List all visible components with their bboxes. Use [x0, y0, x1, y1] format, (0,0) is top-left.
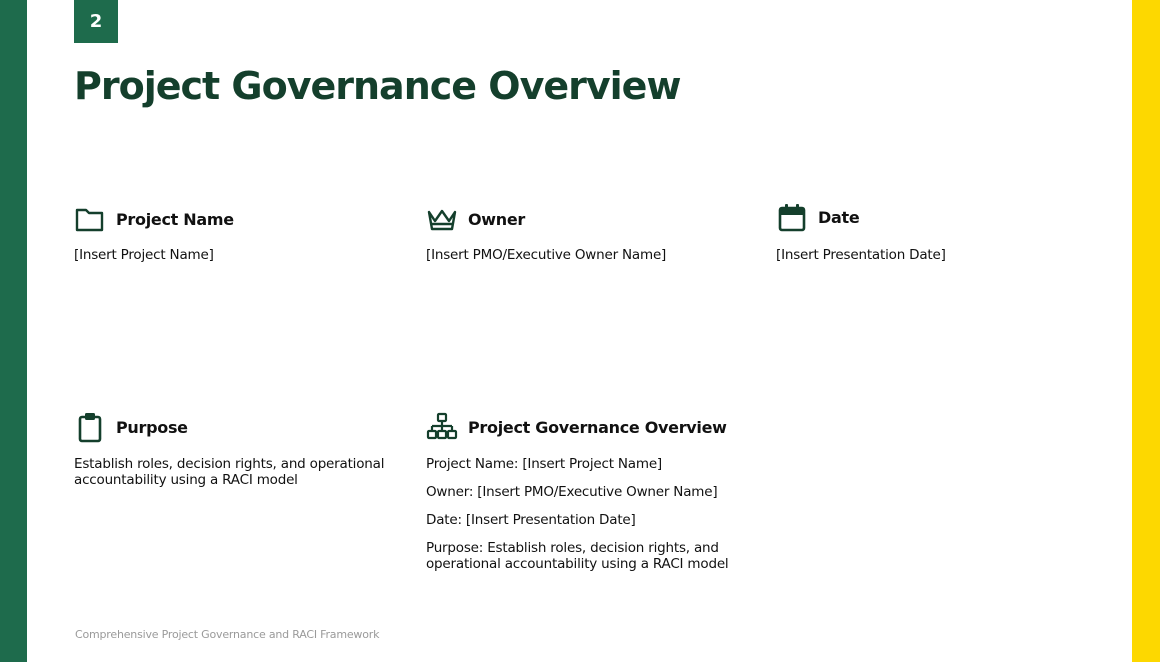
owner-value: [Insert PMO/Executive Owner Name] — [426, 247, 667, 263]
date-header — [776, 201, 1106, 233]
project-name-card — [74, 203, 394, 275]
overview-line-project-name: Project Name: [Insert Project Name] — [426, 456, 663, 472]
date-heading: Date — [818, 207, 860, 227]
right-accent-bar — [1132, 0, 1160, 662]
page-number-badge: 2 — [74, 0, 118, 43]
overview-line-purpose: Purpose: Establish roles, decision rights, and operational accountability using a RACI model — [426, 540, 729, 572]
purpose-card — [74, 411, 394, 500]
page-title: Project Governance Overview — [74, 64, 681, 108]
overview-header — [426, 411, 746, 443]
owner-card — [426, 203, 756, 275]
owner-header — [426, 203, 756, 235]
left-accent-bar — [0, 0, 27, 662]
overview-card — [426, 411, 746, 584]
purpose-header — [74, 411, 394, 443]
overview-heading: Project Governance Overview — [468, 417, 727, 437]
org-chart-icon — [426, 411, 458, 443]
clipboard-icon — [74, 411, 106, 443]
overview-line-date: Date: [Insert Presentation Date] — [426, 512, 636, 528]
project-name-header — [74, 203, 394, 235]
overview-line-owner: Owner: [Insert PMO/Executive Owner Name] — [426, 484, 718, 500]
purpose-heading: Purpose — [116, 417, 188, 437]
purpose-value: Establish roles, decision rights, and operational accountability using a RACI model — [74, 456, 385, 488]
crown-icon — [426, 203, 458, 235]
project-name-heading: Project Name — [116, 209, 234, 229]
date-value: [Insert Presentation Date] — [776, 247, 946, 263]
project-name-value: [Insert Project Name] — [74, 247, 214, 263]
owner-heading: Owner — [468, 209, 526, 229]
date-card — [776, 201, 1106, 275]
calendar-icon — [776, 201, 808, 233]
footer-text: Comprehensive Project Governance and RACI Framework — [75, 628, 380, 641]
folder-icon — [74, 203, 106, 235]
